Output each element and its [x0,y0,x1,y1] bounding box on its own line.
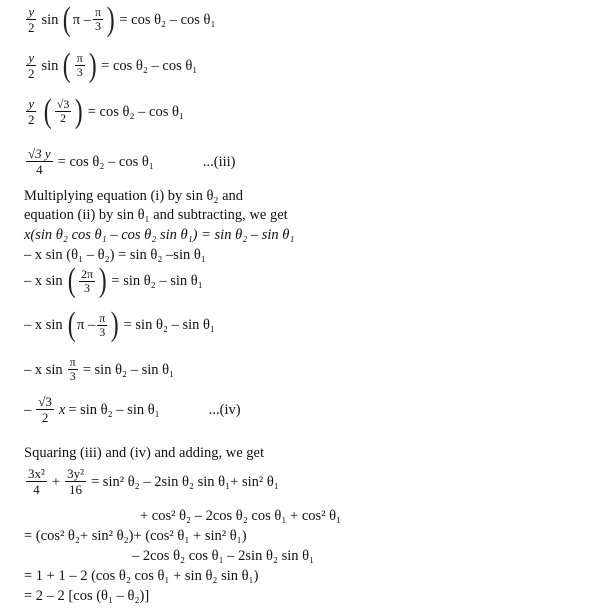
equation-tag-iii: ...(iii) [202,153,236,170]
equation-line-2: $\frac{y}{2}$ sin ( $\frac{\pi}{3}$ ) = cos θ₂ – cos θ₁ [28,46,198,84]
lhs-text: – x sin [24,273,63,289]
lhs-text: – [24,401,32,418]
parenthesized-argument: ( $\frac{√3}{2}$ ) [43,92,84,130]
rhs-text: = cos θ₂ – cos θ₁ [57,153,154,170]
equation-line-1 [24,0,216,38]
equation-line-16: = 2 – 2 [cos (θ₁ – θ₂)] [24,588,150,604]
parenthesized-argument: ( π – $\frac{\pi}{3}$ ) [67,306,119,343]
equation-line-12: + cos² θ₂ – 2cos θ₂ cos θ₁ + cos² θ₁ [140,508,342,524]
parenthesized-argument: ( $\frac{\pi}{3}$ ) [63,46,97,84]
equation-line-6: – x sin (θ₁ – θ₂) = sin θ₂ –sin θ₁ [24,247,206,263]
sin-text: sin [41,11,59,28]
fraction-y-over-2: $\frac{y}{2}$ [28,4,35,35]
equation-line-3: $\frac{y}{2}$ ( $\frac{√3}{2}$ ) = cos θ₂ – cos θ₁ [28,92,184,130]
equation-line-15: = 1 + 1 – 2 (cos θ₂ cos θ₁ + sin θ₂ sin θ₁) [24,568,259,584]
rhs-text: = cos θ₂ – cos θ₁ [119,11,216,28]
rhs-text: = cos θ₂ – cos θ₁ [101,57,198,74]
arg-text: π – [72,11,91,28]
paragraph-line-1: Multiplying equation (i) by sin θ₂ and [24,188,244,204]
equation-line-8 [24,306,215,343]
arg-text: π – [77,317,96,333]
variable-x: x [58,401,66,418]
equation-line-11: $\frac{\text{3x²}}{4}$ + $\frac{\text{3y²}}{16}$ = sin² θ₂ – 2sin θ₂ sin θ₁+ sin² θ₁ [28,466,279,497]
rhs-text: = sin² θ₂ – 2sin θ₂ sin θ₁+ sin² θ₁ [91,473,279,490]
equation-line-5: x(sin θ₂ cos θ₁ – cos θ₂ sin θ₁) = sin θ₂ – sin θ₁ [24,227,295,243]
paragraph-line-2: equation (ii) by sin θ₁ and subtracting, we get [24,207,288,223]
equation-tag-iv: ...(iv) [208,401,241,418]
lhs-text: – x sin [24,317,63,333]
equation-line-7 [24,262,203,299]
rhs-text: = sin θ₂ – sin θ₁ [82,361,175,378]
paragraph-line-3: Squaring (iii) and (iv) and adding, we get [24,445,264,461]
rhs-text: = cos θ₂ – cos θ₁ [87,103,184,120]
equation-line-4: $\frac{√3 y}{4}$ = cos θ₂ – cos θ₁ ...(iii) [28,146,236,177]
equation-line-10: – $\frac{√3}{2}$ x = sin θ₂ – sin θ₁ ...(iv) [24,394,241,425]
plus-sign: + [51,473,61,490]
rhs-text: = sin θ₂ – sin θ₁ [123,317,215,333]
equation-line-9: – x sin $\frac{\pi}{3}$ = sin θ₂ – sin θ₁ [24,355,175,383]
parenthesized-argument: ( π – $\frac{\pi}{3}$ ) [63,0,115,38]
rhs-text: = sin θ₂ – sin θ₁ [111,273,203,289]
equation-line-14: – 2cos θ₂ cos θ₁ – 2sin θ₂ sin θ₁ [132,548,315,564]
equation-line-13: = (cos² θ₂+ sin² θ₂)+ (cos² θ₁ + sin² θ₁) [24,528,247,544]
parenthesized-argument: ( $\frac{2\pi}{3}$ ) [67,262,107,299]
rhs-text: = sin θ₂ – sin θ₁ [68,401,160,418]
lhs-text: – x sin [24,361,63,378]
sin-text: sin [41,57,59,74]
